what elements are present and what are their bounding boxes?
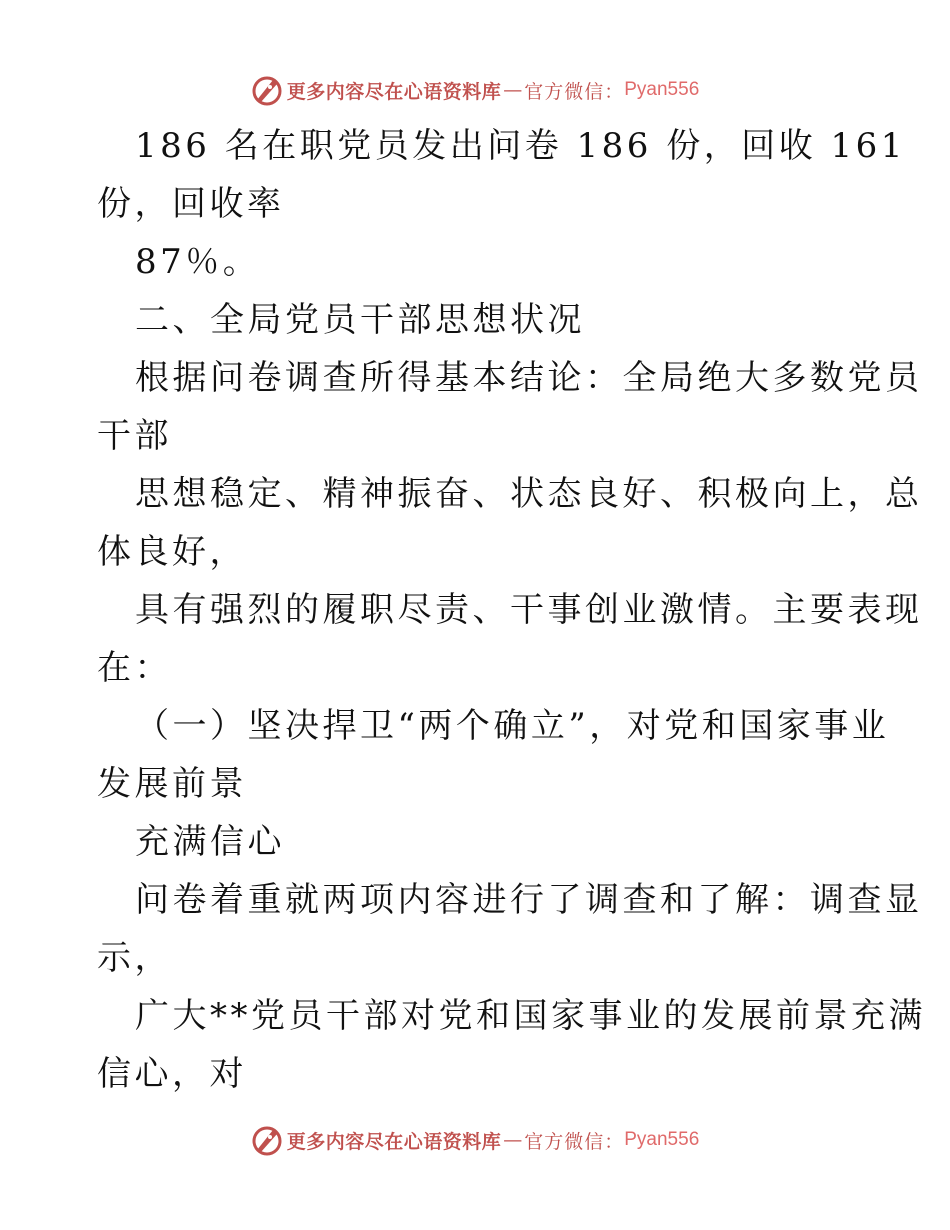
watermark-label: 官方微信：: [524, 1130, 625, 1153]
watermark-main-text: 更多内容尽在心语资料库: [286, 80, 502, 103]
text-line: 具有强烈的履职尽责、干事创业激情。主要表现: [135, 590, 923, 630]
text-line: 信心，对: [97, 1054, 247, 1094]
text-line: 份，回收率: [97, 184, 285, 224]
text-line: 186 名在职党员发出问卷 186 份，回收 161: [135, 126, 906, 166]
watermark-handle: Pyan556: [624, 79, 700, 100]
text-line: 思想稳定、精神振奋、状态良好、积极向上，总: [135, 474, 923, 514]
document-body: [97, 117, 926, 1103]
header-watermark: [0, 70, 950, 110]
watermark-separator: —: [503, 79, 523, 101]
text-line: 根据问卷调查所得基本结论：全局绝大多数党员: [135, 358, 923, 398]
text-line: 干部: [97, 416, 172, 456]
text-line: 问卷着重就两项内容进行了调查和了解：调查显: [135, 880, 923, 920]
text-line: 87％。: [135, 242, 261, 282]
watermark-label: 官方微信：: [524, 80, 625, 103]
watermark-handle: Pyan556: [624, 1129, 700, 1150]
watermark-separator: —: [503, 1129, 523, 1151]
watermark-main-text: 更多内容尽在心语资料库: [286, 1130, 502, 1153]
text-line: 发展前景: [97, 764, 247, 804]
text-line: 体良好，: [97, 532, 247, 572]
text-line: 示，: [97, 938, 172, 978]
subsection-heading: （一）坚决捍卫“两个确立”，对党和国家事业: [135, 706, 890, 746]
text-line: 在：: [97, 648, 172, 688]
section-heading: 二、全局党员干部思想状况: [135, 300, 585, 340]
pen-nib-logo-icon: [251, 74, 283, 106]
text-line: 广大**党员干部对党和国家事业的发展前景充满: [135, 996, 926, 1036]
footer-watermark: [0, 1120, 950, 1160]
pen-nib-logo-icon: [251, 1124, 283, 1156]
text-line: 充满信心: [135, 822, 285, 862]
